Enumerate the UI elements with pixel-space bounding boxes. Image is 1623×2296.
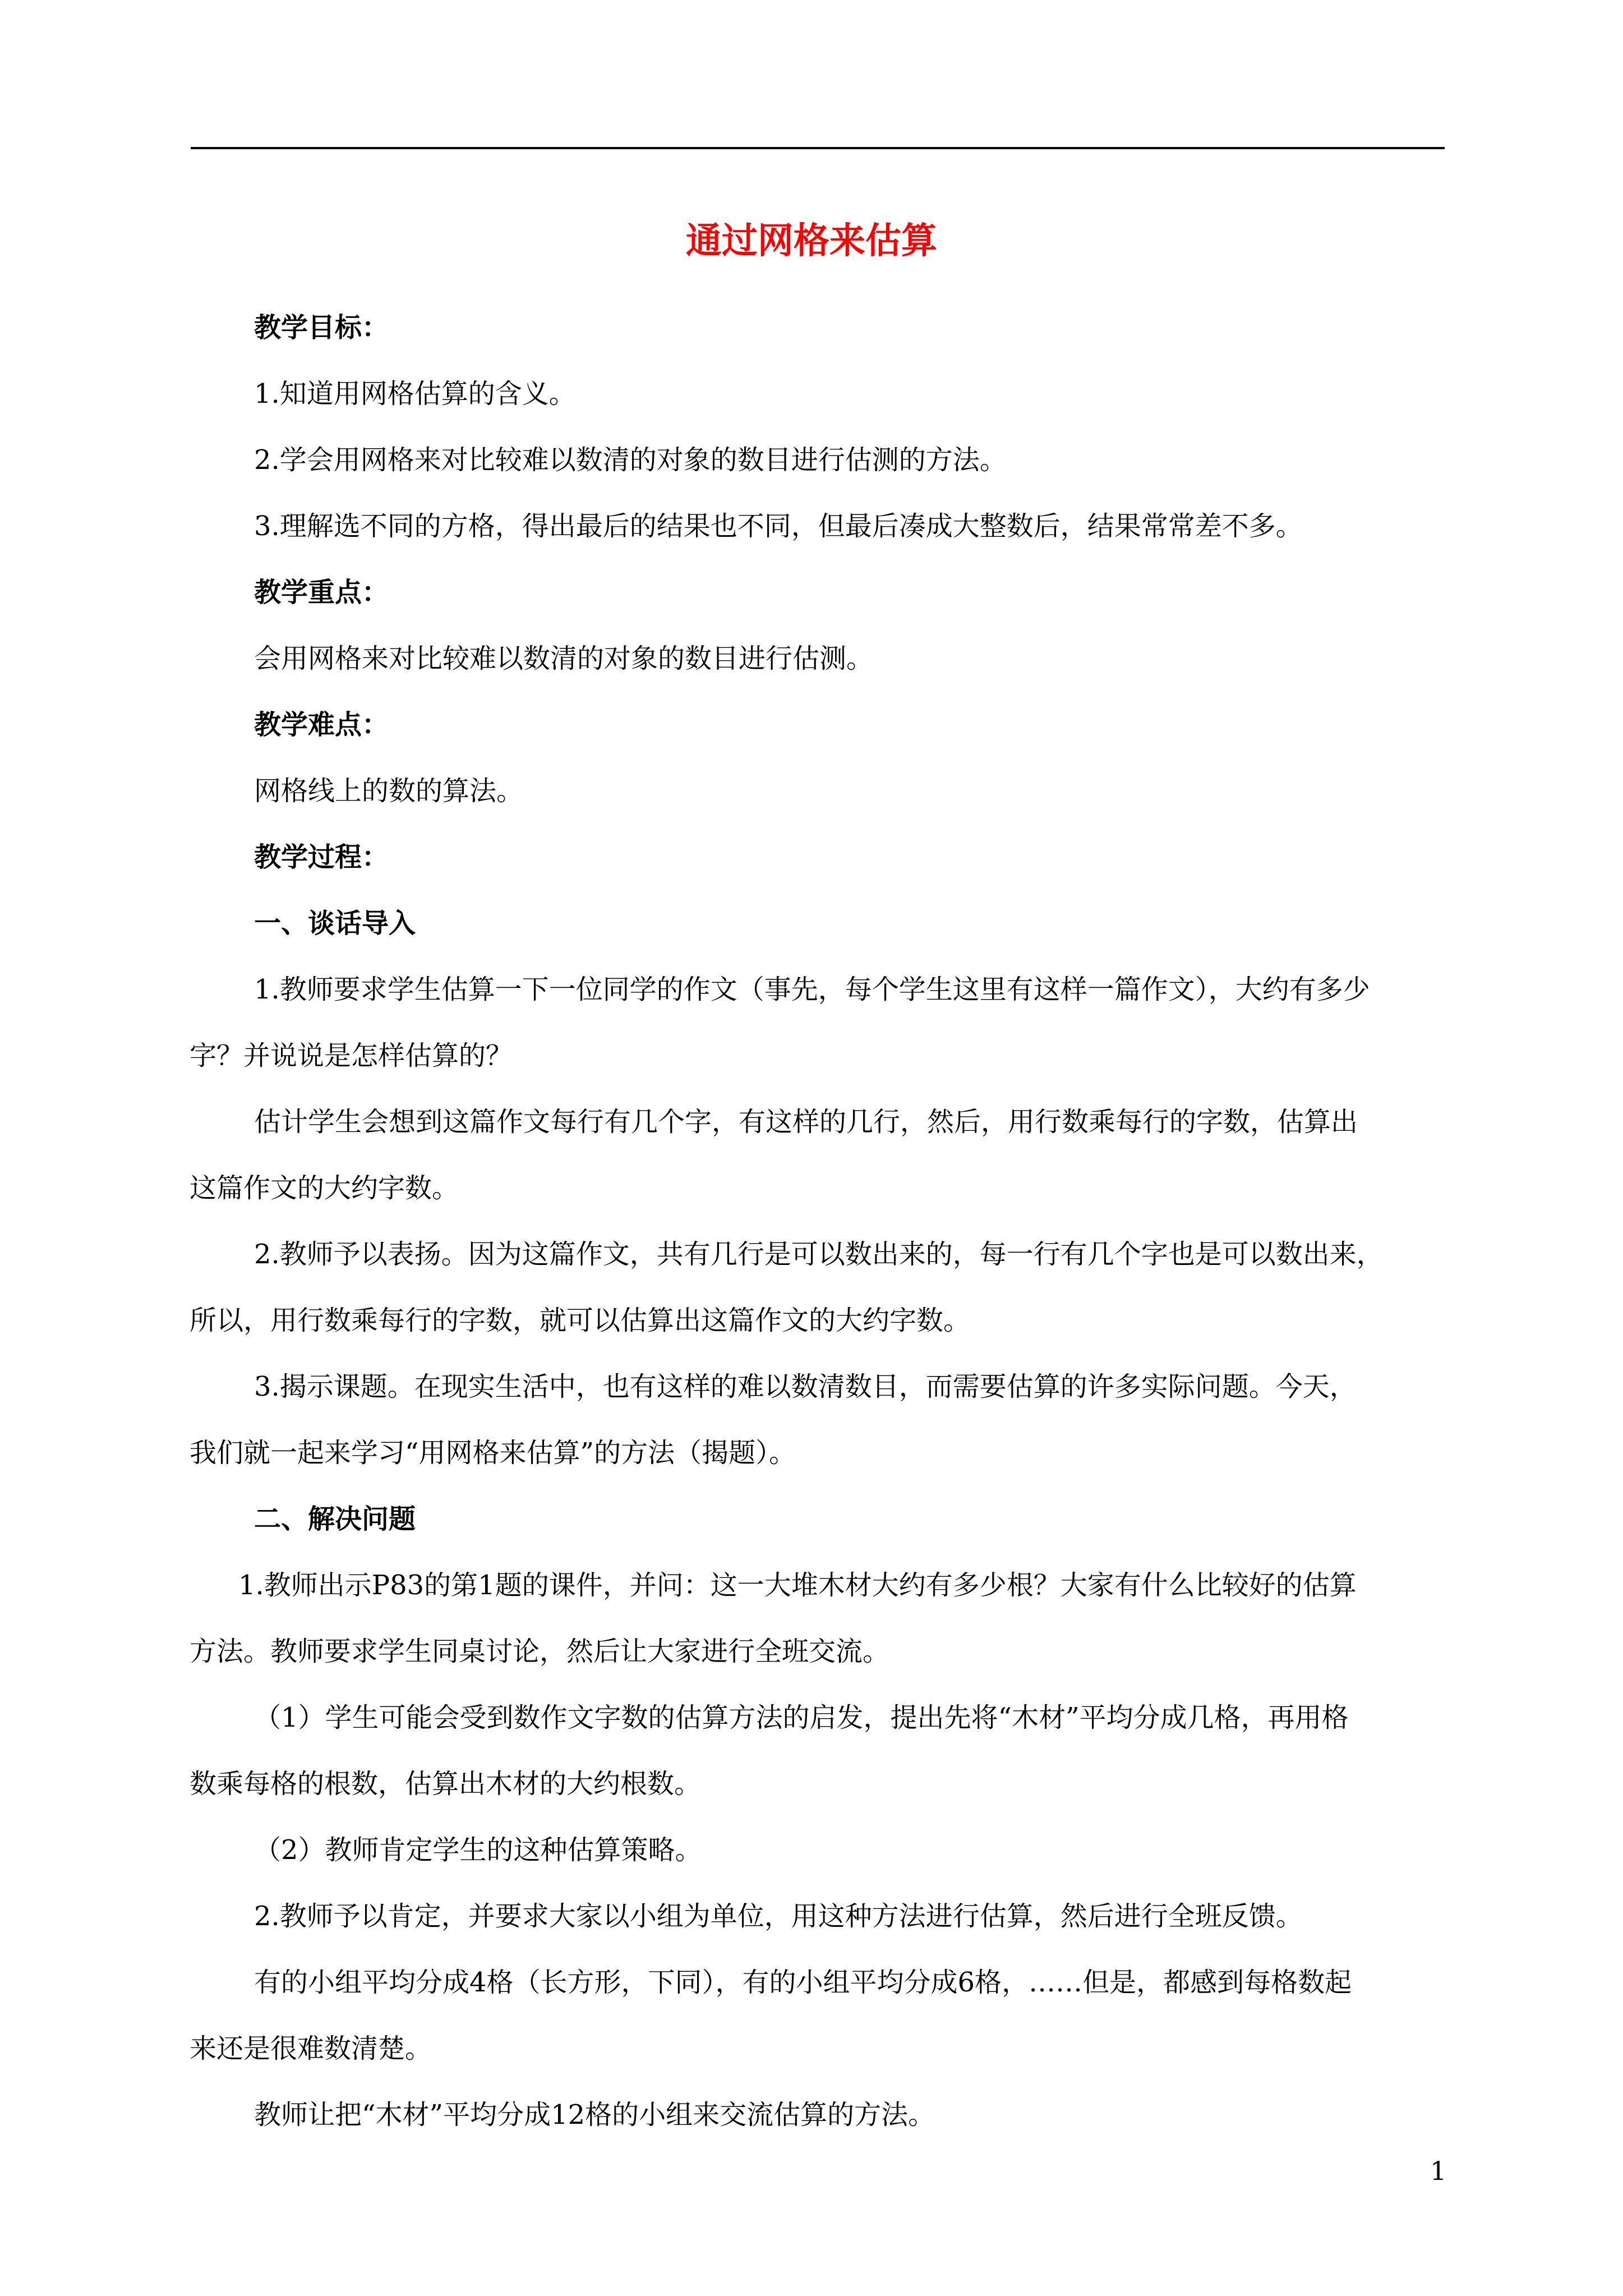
- section-heading-intro: 一、谈话导入: [254, 908, 416, 939]
- body-text: [190, 295, 1445, 2148]
- page-number: 1: [1430, 2156, 1447, 2186]
- paragraph: 2.教师予以肯定，并要求大家以小组为单位，用这种方法进行估算，然后进行全班反馈。: [254, 1901, 1303, 1932]
- paragraph: （1）学生可能会受到数作文字数的估算方法的启发，提出先将“木材”平均分成几格，再用格: [254, 1702, 1349, 1733]
- section-heading-process: 教学过程：: [254, 841, 389, 873]
- paragraph: 1.教师出示P83的第1题的课件，并问：这一大堆木材大约有多少根？大家有什么比较好的估算: [238, 1570, 1357, 1601]
- paragraph-continuation: 来还是很难数清楚。: [190, 2033, 432, 2064]
- paragraph: 1.知道用网格估算的含义。: [254, 378, 576, 409]
- paragraph: 估计学生会想到这篇作文每行有几个字，有这样的几行，然后，用行数乘每行的字数，估算出: [254, 1106, 1358, 1138]
- paragraph: 2.教师予以表扬。因为这篇作文，共有几行是可以数出来的，每一行有几个字也是可以数出来，: [254, 1239, 1384, 1270]
- paragraph: 教师让把“木材”平均分成12格的小组来交流估算的方法。: [254, 2099, 935, 2131]
- section-heading-difficulties: 教学难点：: [254, 709, 389, 740]
- paragraph: （2）教师肯定学生的这种估算策略。: [254, 1834, 702, 1866]
- paragraph: 1.教师要求学生估算一下一位同学的作文（事先，每个学生这里有这样一篇作文），大约有多少: [254, 974, 1370, 1005]
- paragraph-continuation: 所以，用行数乘每行的字数，就可以估算出这篇作文的大约字数。: [190, 1305, 971, 1336]
- header-rule: [191, 147, 1445, 149]
- section-heading-key-points: 教学重点：: [254, 577, 389, 608]
- section-heading-solve: 二、解决问题: [254, 1503, 416, 1535]
- page-title: 通过网格来估算: [686, 220, 937, 262]
- paragraph: 网格线上的数的算法。: [254, 775, 524, 807]
- paragraph: 3.揭示课题。在现实生活中，也有这样的难以数清数目，而需要估算的许多实际问题。今天，: [254, 1371, 1357, 1402]
- paragraph: 会用网格来对比较难以数清的对象的数目进行估测。: [254, 643, 874, 674]
- paragraph-continuation: 这篇作文的大约字数。: [190, 1172, 459, 1204]
- paragraph-continuation: 方法。教师要求学生同桌讨论，然后让大家进行全班交流。: [190, 1636, 890, 1667]
- paragraph: 2.学会用网格来对比较难以数清的对象的数目进行估测的方法。: [254, 444, 1007, 476]
- section-heading-objectives: 教学目标：: [254, 312, 389, 343]
- paragraph-continuation: 数乘每格的根数，估算出木材的大约根数。: [190, 1768, 702, 1800]
- paragraph-continuation: 字？并说说是怎样估算的？: [190, 1040, 513, 1071]
- paragraph-continuation: 我们就一起来学习“用网格来估算”的方法（揭题）。: [190, 1437, 796, 1469]
- paragraph: 有的小组平均分成4格（长方形，下同），有的小组平均分成6格，……但是，都感到每格数起: [254, 1967, 1352, 1998]
- paragraph: 3.理解选不同的方格，得出最后的结果也不同，但最后凑成大整数后，结果常常差不多。: [254, 510, 1303, 542]
